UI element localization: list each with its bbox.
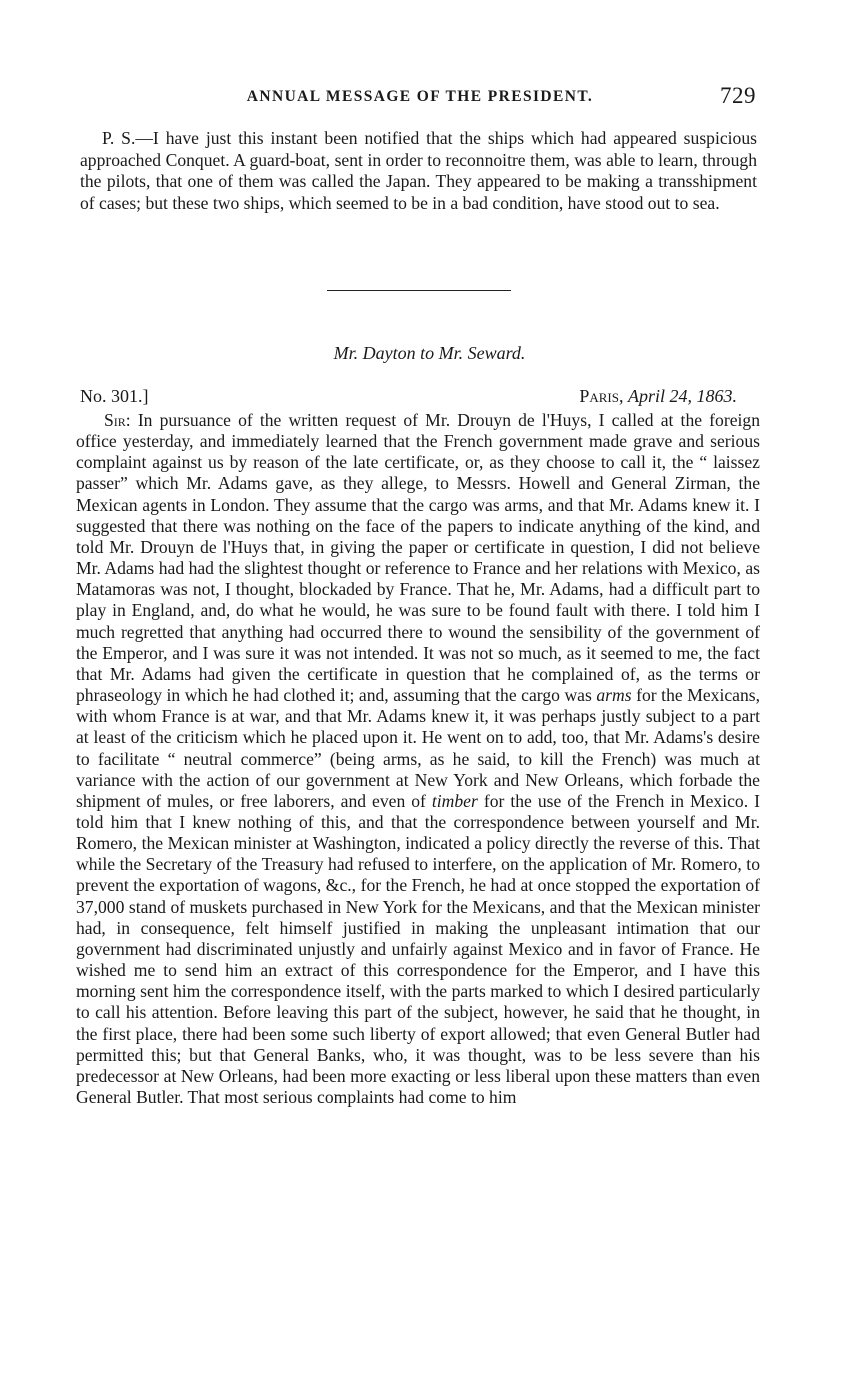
letter-body bbox=[76, 410, 760, 1108]
letter-dateline bbox=[80, 386, 737, 410]
running-title: ANNUAL MESSAGE OF THE PRESIDENT. bbox=[246, 88, 594, 105]
body-italic-arms: arms bbox=[596, 685, 632, 706]
body-text-part-2: for the Mexicans, with whom France is at war, and that Mr. Adams knew it, it was perhaps justly subject to a part at least of the criticism which he placed upon it. He went on to add, too, that Mr. Adams's desire to facilitate “ neutral commerce” (being arms, as he said, to kill the French) was much at variance with the action of our government at New York and New Orleans, which forbade the shipment of mules, or free laborers, and even of bbox=[76, 685, 761, 811]
body-text-part-3: for the use of the French in Mexico. I told him that I knew nothing of this, and that the correspondence between yourself and Mr. Romero, the Mexican minister at Washington, indicated a policy directly the reverse of this. That while the Secretary of the Treasury had refused to interfere, on the application of Mr. Romero, to prevent the exportation of wagons, &c., for the French, he had at once stopped the exportation of 37,000 stand of muskets purchased in New York for the Mexicans, and that the Mexican minister had, in consequence, felt himself justified in making the unpleasant intimation that our government had discriminated unjustly and unfairly against Mexico and in favor of France. He wished me to send him an extract of this correspondence for the Emperor, and I have this morning sent him the correspondence itself, with the parts marked to which I desired particularly to call his attention. Before leaving this part of the subject, however, he said that he thought, in the first place, there had been some such liberty of export allowed; that even General Butler had permitted this; but that General Banks, who, it was thought, was to be less severe than his predecessor at New Orleans, had been more exacting or less liberal upon these matters than even General Butler. That most serious complaints had come to him bbox=[76, 790, 760, 1107]
page-number: 729 bbox=[720, 83, 756, 108]
body-italic-timber: timber bbox=[431, 790, 478, 811]
letter-place: Paris, bbox=[579, 386, 624, 406]
letter-date bbox=[579, 386, 737, 407]
salutation: Sir: bbox=[104, 410, 131, 430]
running-header bbox=[76, 84, 764, 114]
letter-date-text: April 24, 1863. bbox=[627, 386, 737, 406]
body-text-part-1: In pursuance of the written request of Mr. Drouyn de l'Huys, I called at the foreign office yesterday, and immediately learned that the French government made grave and serious complaint against us by reason of the late certificate, or, as they choose to call it, the “ laissez passer” which Mr. Adams gave, as they allege, to Messrs. Howell and General Zirman, the Mexican agents in London. They assume that the cargo was arms, and that Mr. Adams knew it. I suggested that there was nothing on the face of the papers to indicate anything of the kind, and told Mr. Drouyn de l'Huys that, in giving the paper or certificate in question, I did not believe Mr. Adams had had the slightest thought or reference to France and her relations with Mexico, as Matamoras was not, I thought, blockaded by France. That he, Mr. Adams, had a difficult part to play in England, and, do what he would, he was sure to be found fault with there. I told him I much regretted that anything had occurred there to wound the sensibility of the government of the Emperor, and I was sure it was not intended. It was not so much, as it seemed to me, the fact that Mr. Adams had given the certificate in question that he complained of, as the terms or phraseology in which he had clothed it; and, assuming that the cargo was bbox=[76, 410, 760, 706]
letter-title: Mr. Dayton to Mr. Seward. bbox=[333, 343, 526, 363]
dispatch-number: No. 301.] bbox=[80, 386, 149, 406]
section-divider bbox=[327, 290, 511, 291]
postscript-paragraph: P. S.—I have just this instant been notified that the ships which had appeared suspicious approached Conquet. A guard-boat, sent in order to reconnoitre them, was able to learn, through the pilots, that one of them was called the Japan. They appeared to be making a transshipment of cases; but these two ships, which seemed to be in a bad condition, have stood out to sea. bbox=[80, 128, 757, 213]
